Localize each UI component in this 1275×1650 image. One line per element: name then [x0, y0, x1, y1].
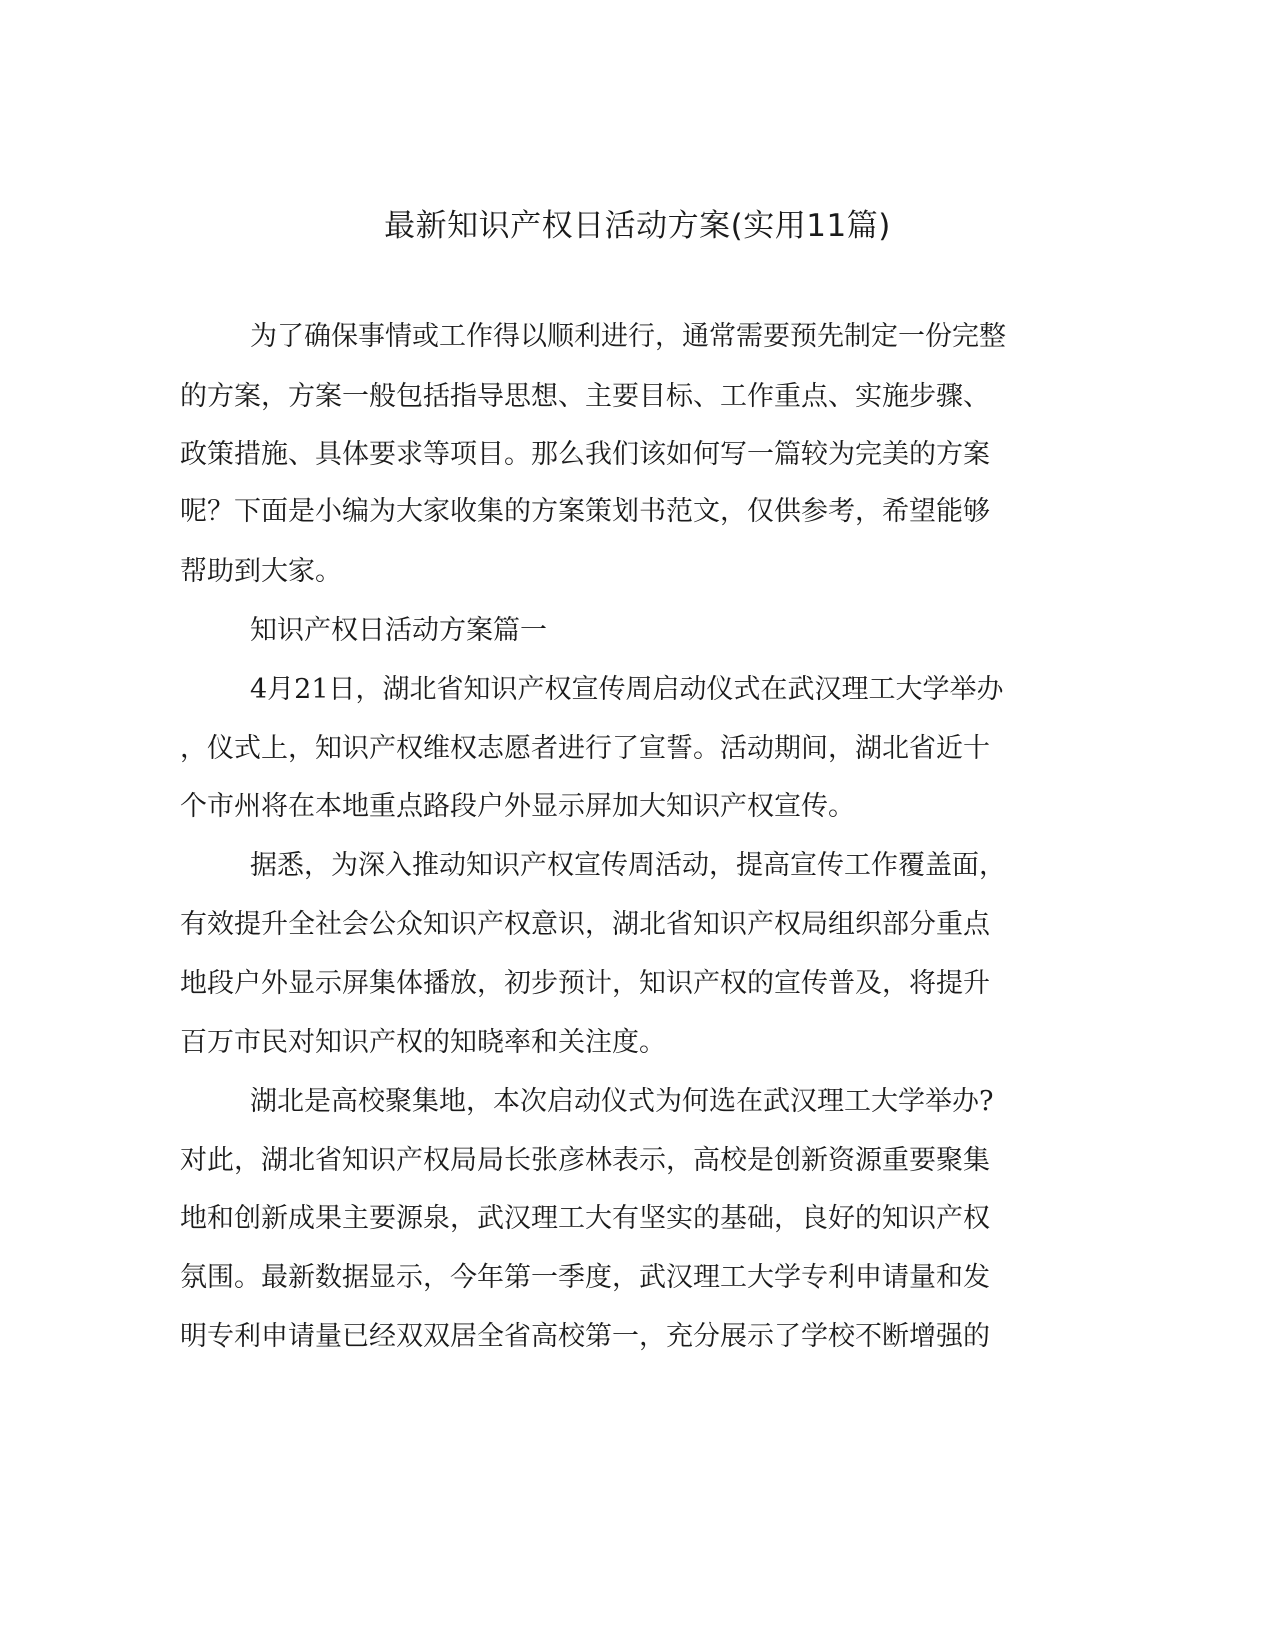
body-line: 帮助到大家。 — [180, 556, 342, 587]
body-line: 为了确保事情或工作得以顺利进行，通常需要预先制定一份完整 — [250, 321, 1006, 352]
body-line: 呢？下面是小编为大家收集的方案策划书范文，仅供参考，希望能够 — [180, 496, 990, 527]
body-line: 对此，湖北省知识产权局局长张彦林表示，高校是创新资源重要聚集 — [180, 1145, 990, 1176]
body-line: 有效提升全社会公众知识产权意识，湖北省知识产权局组织部分重点 — [180, 909, 990, 940]
body-line: 氛围。最新数据显示，今年第一季度，武汉理工大学专利申请量和发 — [180, 1262, 990, 1293]
body-line: 政策措施、具体要求等项目。那么我们该如何写一篇较为完美的方案 — [180, 439, 990, 470]
body-line: 地段户外显示屏集体播放，初步预计，知识产权的宣传普及，将提升 — [180, 968, 990, 999]
body-line: 的方案，方案一般包括指导思想、主要目标、工作重点、实施步骤、 — [180, 381, 990, 412]
body-line: 据悉，为深入推动知识产权宣传周活动，提高宣传工作覆盖面， — [250, 850, 1006, 881]
body-line: 明专利申请量已经双双居全省高校第一，充分展示了学校不断增强的 — [180, 1321, 990, 1352]
section-heading: 知识产权日活动方案篇一 — [250, 615, 547, 646]
body-line: 个市州将在本地重点路段户外显示屏加大知识产权宣传。 — [180, 791, 855, 822]
body-line: 湖北是高校聚集地，本次启动仪式为何选在武汉理工大学举办? — [250, 1086, 994, 1117]
body-line: 百万市民对知识产权的知晓率和关注度。 — [180, 1027, 666, 1058]
body-line: 4月21日，湖北省知识产权宣传周启动仪式在武汉理工大学举办 — [250, 674, 1004, 705]
body-line: ，仪式上，知识产权维权志愿者进行了宣誓。活动期间，湖北省近十 — [180, 733, 990, 764]
document-title: 最新知识产权日活动方案(实用11篇) — [384, 208, 891, 244]
body-line: 地和创新成果主要源泉，武汉理工大有坚实的基础，良好的知识产权 — [180, 1203, 990, 1234]
